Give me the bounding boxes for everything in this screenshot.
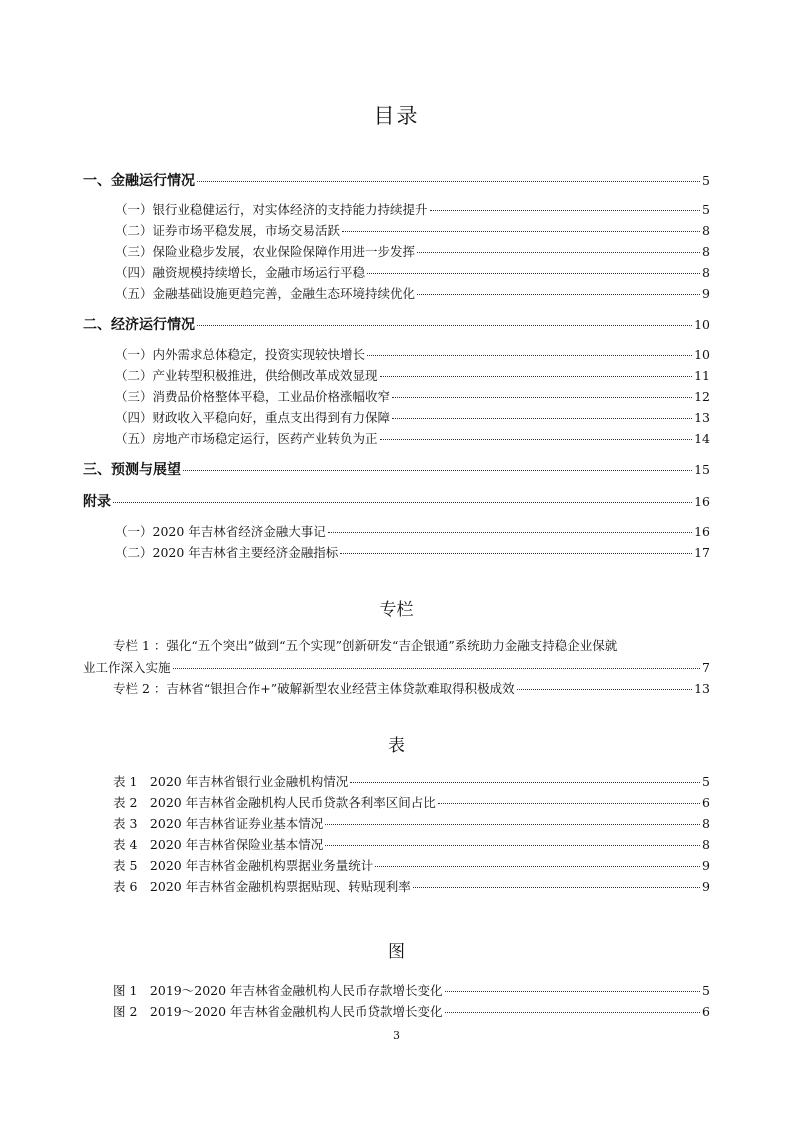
toc-entry-page: 8	[702, 223, 710, 238]
leader-dots	[392, 396, 692, 398]
toc-entry-label: （四）财政收入平稳向好，重点支出得到有力保障	[115, 410, 391, 425]
toc-entry-page: 13	[694, 410, 710, 425]
toc-entry-label: 二、经济运行情况	[83, 317, 195, 333]
leader-dots	[375, 865, 700, 867]
toc-entry-label: （一）2020 年吉林省经济金融大事记	[115, 524, 326, 539]
toc-entry-label: （三）消费品价格整体平稳，工业品价格涨幅收窄	[115, 389, 391, 404]
toc-entry-page: 17	[694, 545, 710, 560]
toc-entry-label: 三、预测与展望	[83, 462, 181, 478]
toc-entry[interactable]	[115, 286, 710, 302]
toc-entry-label: 表 6 2020 年吉林省金融机构票据贴现、转贴现利率	[113, 879, 411, 894]
toc-entry-label: 表 5 2020 年吉林省金融机构票据业务量统计	[113, 858, 374, 873]
toc-entry-page: 8	[702, 816, 710, 831]
toc-entry-page: 6	[702, 1004, 710, 1019]
leader-dots	[325, 844, 700, 846]
toc-entry[interactable]	[115, 524, 710, 540]
leader-dots	[380, 438, 693, 440]
toc-entry-label: （五）金融基础设施更趋完善，金融生态环境持续优化	[115, 286, 416, 301]
leader-dots	[445, 1011, 700, 1013]
toc-entry-appendix[interactable]	[83, 494, 710, 510]
toc-entry-label: （二）产业转型积极推进，供给侧改革成效显现	[115, 368, 378, 383]
toc-entry-table[interactable]	[113, 816, 710, 832]
toc-entry-figure[interactable]	[113, 983, 710, 999]
leader-dots	[173, 667, 700, 669]
page-number: 3	[393, 1029, 400, 1042]
toc-entry-page: 16	[694, 494, 710, 509]
leader-dots	[392, 417, 692, 419]
toc-entry-page: 5	[702, 202, 710, 217]
toc-entry[interactable]	[115, 244, 710, 260]
toc-entry-page: 8	[702, 244, 710, 259]
leader-dots	[325, 823, 700, 825]
toc-entry[interactable]	[115, 431, 710, 447]
leader-dots	[197, 324, 692, 326]
toc-entry[interactable]	[115, 265, 710, 281]
toc-entry-page: 6	[702, 795, 710, 810]
toc-entry[interactable]	[115, 368, 710, 384]
toc-entry-label: 表 2 2020 年吉林省金融机构人民币贷款各利率区间占比	[113, 795, 436, 810]
toc-entry[interactable]	[115, 545, 710, 561]
toc-entry-label: 业工作深入实施	[83, 660, 171, 675]
leader-dots	[438, 802, 700, 804]
toc-entry-label: （三）保险业稳步发展，农业保险保障作用进一步发挥	[115, 244, 416, 259]
leader-dots	[342, 230, 700, 232]
column-1-line-1[interactable]: 专栏 1 ：强化“五个突出”做到“五个实现”创新研发“吉企银通”系统助力金融支持稳企业保就	[113, 638, 618, 653]
leader-dots	[350, 781, 700, 783]
toc-entry-page: 10	[694, 317, 710, 332]
leader-dots	[367, 354, 692, 356]
leader-dots	[113, 501, 692, 503]
toc-entry-page: 16	[694, 524, 710, 539]
toc-entry-label: （二）证券市场平稳发展，市场交易活跃	[115, 223, 341, 238]
toc-entry-page: 12	[694, 389, 710, 404]
toc-entry-label: 图 1 2019～2020 年吉林省金融机构人民币存款增长变化	[113, 983, 443, 998]
toc-entry-page: 7	[702, 660, 710, 675]
toc-entry-page: 9	[702, 286, 710, 301]
toc-entry-page: 8	[702, 837, 710, 852]
toc-entry[interactable]	[115, 223, 710, 239]
toc-entry-column-1[interactable]	[83, 660, 710, 676]
toc-entry-page: 9	[702, 879, 710, 894]
toc-entry-table[interactable]	[113, 774, 710, 790]
toc-entry-label: （一）内外需求总体稳定，投资实现较快增长	[115, 347, 366, 362]
toc-entry-section-2[interactable]	[83, 317, 710, 333]
toc-entry-section-1[interactable]	[83, 173, 710, 189]
leader-dots	[328, 531, 692, 533]
toc-entry-page: 14	[694, 431, 710, 446]
leader-dots	[417, 251, 700, 253]
leader-dots	[430, 209, 700, 211]
leader-dots	[367, 272, 700, 274]
toc-entry[interactable]	[115, 389, 710, 405]
toc-entry-label: 附录	[83, 494, 111, 510]
toc-entry-label: 图 2 2019～2020 年吉林省金融机构人民币贷款增长变化	[113, 1004, 443, 1019]
toc-entry[interactable]	[115, 202, 710, 218]
leader-dots	[340, 552, 692, 554]
toc-entry-table[interactable]	[113, 795, 710, 811]
leader-dots	[183, 469, 692, 471]
toc-entry-label: 一、金融运行情况	[83, 173, 195, 189]
tables-heading: 表	[388, 736, 405, 756]
leader-dots	[517, 688, 692, 690]
toc-entry-page: 13	[694, 681, 710, 696]
toc-entry-section-3[interactable]	[83, 462, 710, 478]
toc-entry-page: 5	[702, 774, 710, 789]
toc-entry-table[interactable]	[113, 879, 710, 895]
leader-dots	[417, 293, 700, 295]
leader-dots	[445, 990, 700, 992]
figures-heading: 图	[388, 942, 405, 962]
toc-entry-page: 8	[702, 265, 710, 280]
toc-entry-label: 表 3 2020 年吉林省证券业基本情况	[113, 816, 324, 831]
leader-dots	[197, 180, 700, 182]
toc-entry-page: 5	[702, 983, 710, 998]
toc-entry-figure[interactable]	[113, 1004, 710, 1020]
toc-entry-table[interactable]	[113, 858, 710, 874]
toc-entry-table[interactable]	[113, 837, 710, 853]
columns-heading: 专栏	[379, 600, 414, 620]
toc-title: 目录	[373, 104, 420, 128]
toc-entry-label: 专栏 2 ：吉林省“银担合作+”破解新型农业经营主体贷款难取得积极成效	[113, 681, 515, 696]
toc-entry-page: 11	[694, 368, 710, 383]
toc-entry[interactable]	[115, 410, 710, 426]
toc-entry-page: 15	[694, 462, 710, 477]
toc-entry-label: 表 4 2020 年吉林省保险业基本情况	[113, 837, 324, 852]
leader-dots	[413, 886, 700, 888]
toc-entry-page: 5	[702, 173, 710, 188]
toc-entry-page: 10	[694, 347, 710, 362]
toc-entry-label: （一）银行业稳健运行，对实体经济的支持能力持续提升	[115, 202, 428, 217]
toc-entry-column-2[interactable]	[113, 681, 710, 697]
toc-entry-label: （二）2020 年吉林省主要经济金融指标	[115, 545, 339, 560]
toc-entry-label: 表 1 2020 年吉林省银行业金融机构情况	[113, 774, 349, 789]
toc-entry-page: 9	[702, 858, 710, 873]
leader-dots	[380, 375, 693, 377]
toc-entry-label: （四）融资规模持续增长，金融市场运行平稳	[115, 265, 366, 280]
toc-entry[interactable]	[115, 347, 710, 363]
toc-entry-label: （五）房地产市场稳定运行，医药产业转负为正	[115, 431, 378, 446]
